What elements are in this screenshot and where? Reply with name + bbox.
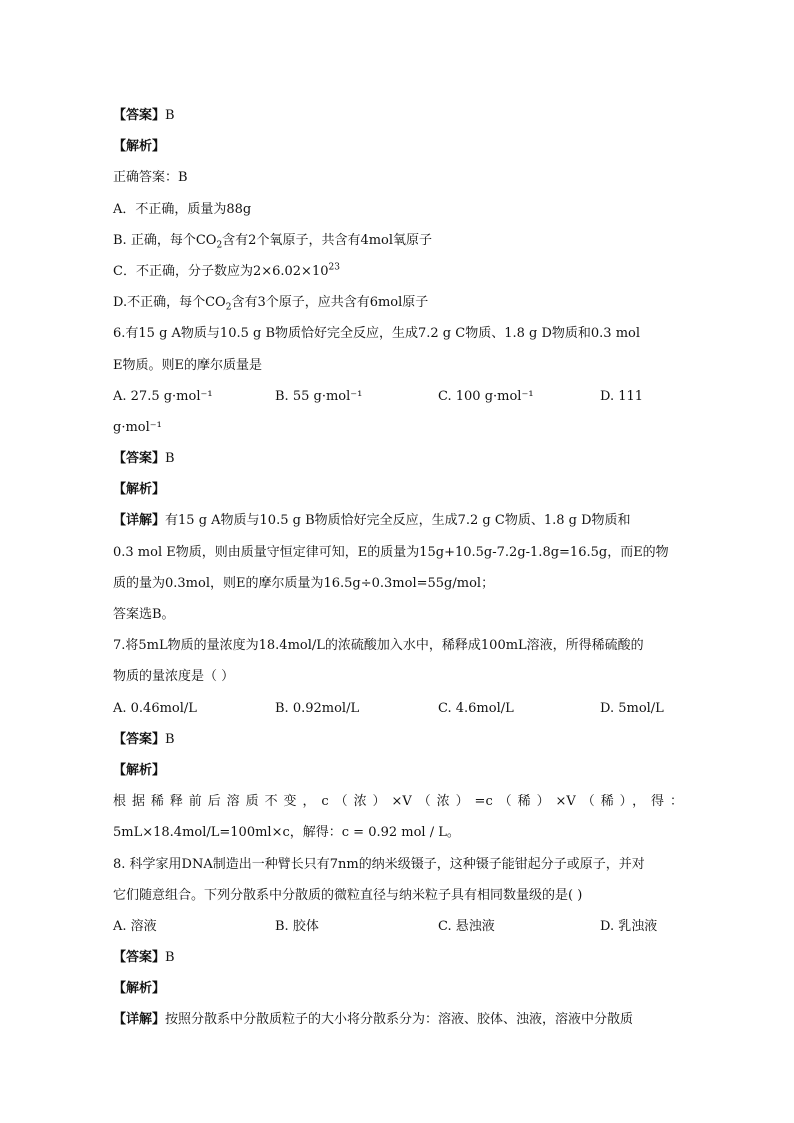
- q7-analysis-label: 【解析】: [113, 762, 166, 778]
- q8-answer: 【答案】B: [113, 950, 175, 966]
- q6-stem-line2: E物质。则E的摩尔质量是: [113, 357, 262, 373]
- q5-correct-answer: 正确答案：B: [113, 170, 188, 186]
- q6-options: [113, 381, 683, 412]
- q7-stem-line2: 物质的量浓度是（ ）: [113, 669, 235, 685]
- q6-conclusion: 答案选B。: [113, 607, 175, 622]
- q8-analysis-label: 【解析】: [113, 981, 166, 997]
- q6-option-d: D. 111: [600, 388, 644, 404]
- q8-options: [113, 911, 683, 942]
- q7-option-c: C. 4.6mol/L: [438, 700, 514, 716]
- q7-explanation-line1: 根据稀释前后溶质不变，c（浓）×V（浓）=c（稀）×V（稀），得：: [113, 794, 683, 810]
- q6-detail-line3: 质的量为0.3mol，则E的摩尔质量为16.5g÷0.3mol=55g/mol；: [113, 575, 495, 591]
- answer-label: 【答案】: [113, 108, 166, 123]
- q5-explanation-d: D.不正确，每个$CO_2$含有3个原子，应共含有6mol原子: [113, 295, 429, 313]
- q6-option-c: C. 100 g·mol⁻¹: [438, 388, 534, 404]
- q7-option-a: A. 0.46mol/L: [113, 700, 197, 716]
- q5-explanation-c: C．不正确，分子数应为$2\times 6.02\times 10^{23}$: [113, 262, 340, 279]
- q6-analysis-label: 【解析】: [113, 482, 166, 498]
- q7-answer: 【答案】B: [113, 731, 175, 747]
- q8-option-c: C. 悬浊液: [438, 918, 495, 934]
- q6-option-b: B. 55 g·mol⁻¹: [275, 388, 363, 404]
- q8-stem-line1: 8. 科学家用DNA制造出一种臂长只有7nm的纳米级镊子，这种镊子能钳起分子或原子，并对: [113, 856, 645, 872]
- q6-stem-line1: 6.有15 g A物质与10.5 g B物质恰好完全反应，生成7.2 g C物质、1.8 g D物质和0.3 mol: [113, 326, 641, 342]
- q7-stem-line1: 7.将5mL物质的量浓度为18.4mol/L的浓硫酸加入水中，稀释成100mL溶液，所得稀硫酸的: [113, 638, 644, 654]
- q7-option-b: B. 0.92mol/L: [275, 700, 360, 716]
- q8-detail-line1: 【详解】按照分散系中分散质粒子的大小将分散系分为：溶液、胶体、浊液，溶液中分散质: [113, 1012, 634, 1028]
- q6-option-d-continued: g·mol⁻¹: [113, 419, 162, 435]
- q6-option-a: A. 27.5 g·mol⁻¹: [113, 388, 213, 404]
- q8-stem-line2: 它们随意组合。下列分散系中分散质的微粒直径与纳米粒子具有相同数量级的是( ): [113, 887, 583, 903]
- q7-option-d: D. 5mol/L: [600, 700, 664, 716]
- q6-detail-line2: 0.3 mol E物质，则由质量守恒定律可知，E的质量为15g+10.5g-7.2g-1.8g=16.5g，而E的物: [113, 544, 669, 560]
- q8-option-d: D. 乳浊液: [600, 918, 658, 934]
- q8-option-a: A. 溶液: [113, 918, 157, 934]
- q8-option-b: B. 胶体: [275, 918, 319, 934]
- q6-detail-line1: 【详解】有15 g A物质与10.5 g B物质恰好完全反应，生成7.2 g C物质、1.8 g D物质和: [113, 513, 631, 529]
- q5-explanation-a: A．不正确，质量为88g: [113, 201, 252, 217]
- q5-answer: [113, 100, 683, 131]
- q5-explanation-b: B. 正确，每个$CO_2$含有2个氧原子，共含有4mol氧原子: [113, 232, 433, 251]
- document-page: [113, 100, 683, 1036]
- q7-options: [113, 693, 683, 724]
- q7-explanation-line2: 5mL×18.4mol/L=100ml×c，解得：c = 0.92 mol / L。: [113, 825, 460, 841]
- answer-value: B: [165, 108, 175, 123]
- q5-analysis-label: 【解析】: [113, 139, 166, 155]
- q6-answer: 【答案】B: [113, 451, 175, 467]
